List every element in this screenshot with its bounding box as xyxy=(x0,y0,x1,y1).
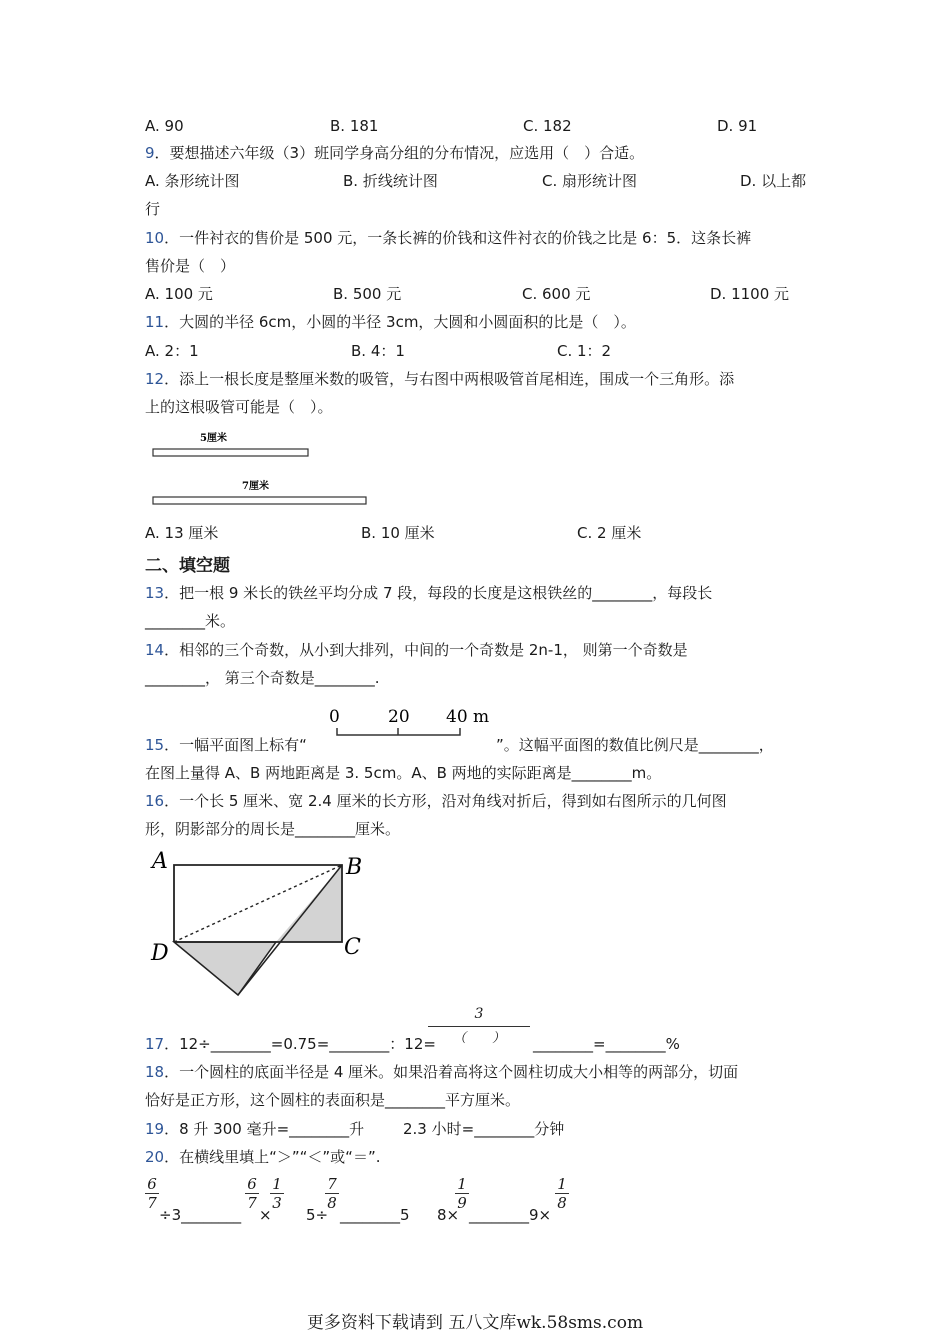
q12-option-a: A. 13 厘米 xyxy=(145,524,219,542)
q9-option-d-wrap: 行 xyxy=(145,200,161,218)
q16-label-b: B xyxy=(346,855,363,880)
q13-question-line1 xyxy=(145,583,712,603)
q13-text: ．把一根 9 米长的铁丝平均分成 7 段，每段的长度是这根铁丝的________，每段长 xyxy=(164,584,713,602)
q11-number: 11 xyxy=(145,313,165,331)
q15-question-line2: 在图上量得 A、B 两地距离是 3. 5cm。A、B 两地的实际距离是________m。 xyxy=(145,764,662,782)
q19-number: 19 xyxy=(145,1120,165,1138)
q17-text2: ________=________% xyxy=(533,1035,680,1053)
q20-frac-a-num: 6 xyxy=(147,1175,157,1193)
q20-frac-d xyxy=(455,1176,469,1211)
q19-text2: 2.3 小时=________分钟 xyxy=(403,1120,565,1138)
q9-number: 9 xyxy=(145,144,155,162)
q8-option-a: A. 90 xyxy=(145,117,184,135)
q10-option-d: D. 1100 元 xyxy=(710,285,790,303)
q9-option-b: B. 折线统计图 xyxy=(343,172,438,190)
q20-number: 20 xyxy=(145,1148,165,1166)
q17-question xyxy=(145,1034,436,1054)
q20-item-a-rest: ÷3________ xyxy=(159,1206,242,1224)
section-title: 二、填空题 xyxy=(145,556,230,576)
q15-scale-bar xyxy=(320,702,500,744)
q20-frac-d2-num: 1 xyxy=(557,1175,567,1193)
q20-frac-c xyxy=(325,1176,339,1211)
q20-frac-a xyxy=(145,1176,159,1211)
q11-option-b: B. 4：1 xyxy=(351,342,405,360)
q16-label-d: D xyxy=(151,941,169,966)
q20-frac-b-num: 6 xyxy=(247,1175,257,1193)
q14-text: ．相邻的三个奇数，从小到大排列，中间的一个奇数是 2n-1， 则第一个奇数是 xyxy=(164,641,688,659)
q12-question-line2: 上的这根吸管可能是（ ）。 xyxy=(145,398,333,416)
q8-option-b: B. 181 xyxy=(330,117,379,135)
q19-question xyxy=(145,1119,364,1139)
q17-text1: ．12÷________=0.75=________：12= xyxy=(164,1035,436,1053)
q16-question-line1 xyxy=(145,791,727,811)
q20-frac-b xyxy=(245,1176,259,1211)
q18-question-line2: 恰好是正方形，这个圆柱的表面积是________平方厘米。 xyxy=(145,1091,521,1109)
q10-text: ．一件衬衣的售价是 500 元，一条长裤的价钱和这件衬衣的价钱之比是 6：5．这条长裤 xyxy=(164,229,752,247)
q11-text: ．大圆的半径 6cm，小圆的半径 3cm，大圆和小圆面积的比是（ ）。 xyxy=(164,313,636,331)
q15-scale-0: 0 xyxy=(329,707,340,727)
q9-option-d: D. 以上都 xyxy=(740,172,807,190)
q16-label-a: A xyxy=(152,849,168,874)
q18-number: 18 xyxy=(145,1063,165,1081)
q12-straw1 xyxy=(153,449,308,456)
q17-fraction-denominator: （ ） xyxy=(452,1031,505,1046)
q20-frac-b-den: 7 xyxy=(247,1194,257,1212)
q11-option-a: A. 2：1 xyxy=(145,342,199,360)
q12-straws-figure xyxy=(145,425,375,510)
q20-frac-c-num: 7 xyxy=(327,1175,337,1193)
q19-text1: ．8 升 300 毫升=________升 xyxy=(164,1120,365,1138)
q16-folded-rectangle-figure xyxy=(145,848,385,1000)
q12-question-line1 xyxy=(145,369,734,389)
q16-number: 16 xyxy=(145,792,165,810)
q15-text-pre: ．一幅平面图上标有“ xyxy=(164,736,307,754)
q12-text: ．添上一根长度是整厘米数的吸管，与右图中两根吸管首尾相连，围成一个三角形。添 xyxy=(164,370,735,388)
q12-option-b: B. 10 厘米 xyxy=(361,524,435,542)
q17-fraction-bar xyxy=(428,1026,530,1027)
q20-frac-d2 xyxy=(555,1176,569,1211)
q20-question xyxy=(145,1147,381,1167)
q17-number: 17 xyxy=(145,1035,165,1053)
q11-question xyxy=(145,312,636,332)
q20-item-b-times: × xyxy=(259,1206,272,1224)
q16-question-line2: 形，阴影部分的周长是________厘米。 xyxy=(145,820,401,838)
q20-frac-b2 xyxy=(270,1176,284,1211)
q10-option-b: B. 500 元 xyxy=(333,285,402,303)
q11-option-c: C. 1：2 xyxy=(557,342,612,360)
q9-option-a: A. 条形统计图 xyxy=(145,172,240,190)
q20-item-d-pre: 8× xyxy=(437,1206,460,1224)
q10-question-line1 xyxy=(145,228,751,248)
q20-frac-a-den: 7 xyxy=(147,1194,157,1212)
q12-option-c: C. 2 厘米 xyxy=(577,524,642,542)
q15-scale-40: 40 m xyxy=(446,707,490,727)
q20-frac-c-den: 8 xyxy=(327,1194,337,1212)
q8-option-d: D. 91 xyxy=(717,117,758,135)
q15-question-line1 xyxy=(145,735,307,755)
q9-question xyxy=(145,143,644,163)
q10-option-c: C. 600 元 xyxy=(522,285,591,303)
q12-number: 12 xyxy=(145,370,165,388)
q14-question-line1 xyxy=(145,640,688,660)
q16-label-c: C xyxy=(344,935,361,960)
q20-frac-d-num: 1 xyxy=(457,1175,467,1193)
q20-frac-b2-num: 1 xyxy=(272,1175,282,1193)
q20-frac-d-den: 9 xyxy=(457,1194,467,1212)
q12-straw2-label: 7厘米 xyxy=(242,481,269,492)
q9-option-c: C. 扇形统计图 xyxy=(542,172,638,190)
q10-option-a: A. 100 元 xyxy=(145,285,213,303)
q16-text: ．一个长 5 厘米、宽 2.4 厘米的长方形，沿对角线对折后，得到如右图所示的几何图 xyxy=(164,792,727,810)
q18-text: ．一个圆柱的底面半径是 4 厘米。如果沿着高将这个圆柱切成大小相等的两部分，切面 xyxy=(164,1063,739,1081)
q15-scale-20: 20 xyxy=(388,707,410,727)
q12-straw1-label: 5厘米 xyxy=(200,433,227,444)
q15-text-post: ”。这幅平面图的数值比例尺是________， xyxy=(496,736,774,754)
q13-number: 13 xyxy=(145,584,165,602)
q20-frac-d2-den: 8 xyxy=(557,1194,567,1212)
q8-option-c: C. 182 xyxy=(523,117,572,135)
q10-question-line2: 售价是（ ） xyxy=(145,257,236,275)
q12-straw2 xyxy=(153,497,366,504)
q14-number: 14 xyxy=(145,641,165,659)
q14-question-line2: ________， 第三个奇数是________. xyxy=(145,669,380,687)
q17-fraction-numerator: 3 xyxy=(474,1006,484,1022)
footer-text: 更多资料下载请到 五八文库wk.58sms.com xyxy=(306,1313,644,1333)
q10-number: 10 xyxy=(145,229,165,247)
q20-frac-b2-den: 3 xyxy=(272,1194,282,1212)
q20-text: ．在横线里填上“＞”“＜”或“＝”. xyxy=(164,1148,381,1166)
q20-item-c-pre: 5÷ xyxy=(306,1206,329,1224)
q9-text: ．要想描述六年级（3）班同学身高分组的分布情况，应选用（ ）合适。 xyxy=(154,144,645,162)
q15-number: 15 xyxy=(145,736,165,754)
q13-question-line2: ________米。 xyxy=(145,612,236,630)
q20-item-d-rest: ________9× xyxy=(469,1206,552,1224)
q20-item-c-rest: ________5 xyxy=(340,1206,410,1224)
q18-question-line1 xyxy=(145,1062,738,1082)
